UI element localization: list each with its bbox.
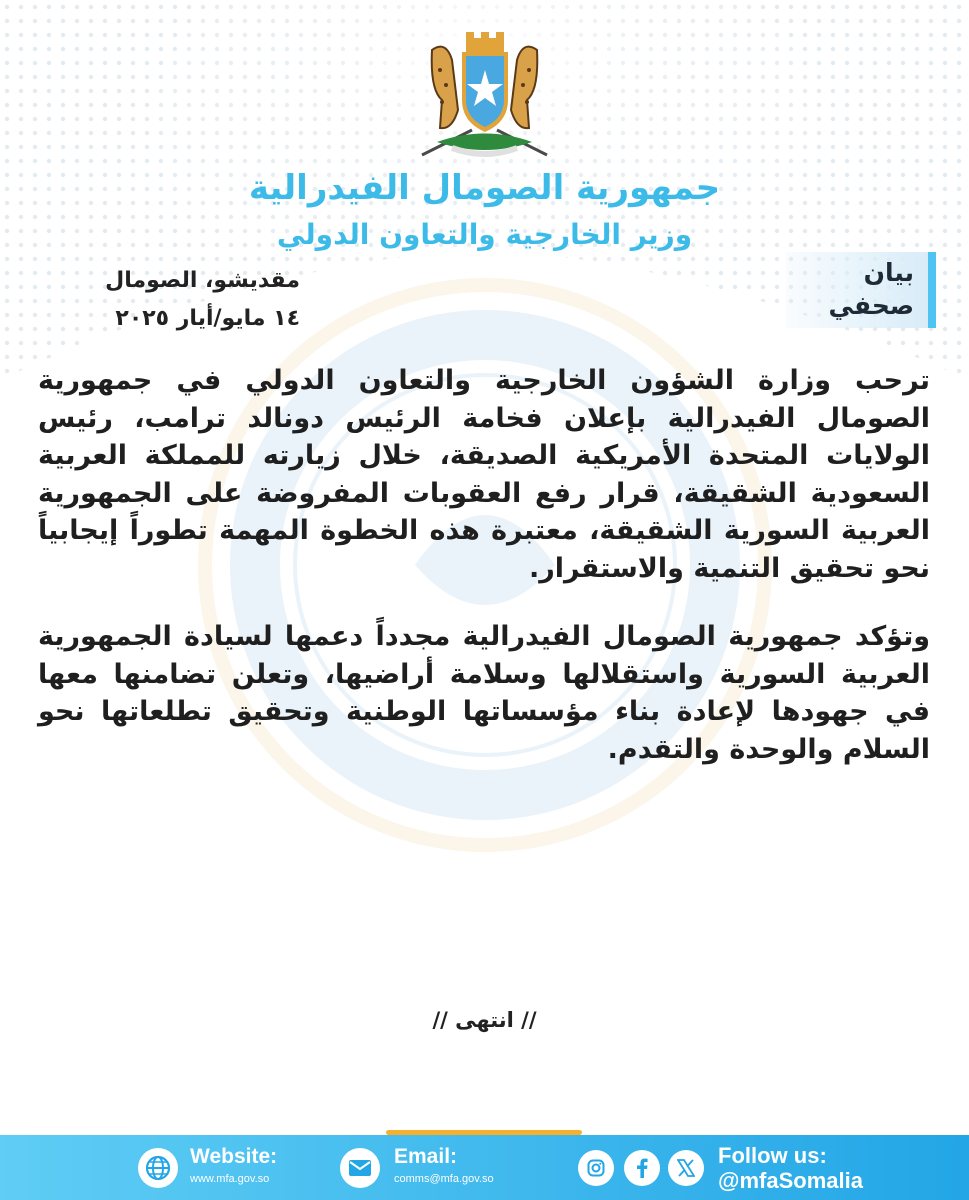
statement-line-2: صحفي <box>828 291 914 320</box>
dateline-place: مقديشو، الصومال <box>105 268 300 293</box>
website-label: Website: <box>190 1145 278 1168</box>
dateline <box>40 262 300 338</box>
email-value[interactable]: comms@mfa.gov.so <box>394 1173 494 1185</box>
instagram-icon[interactable] <box>578 1150 614 1186</box>
statement-line-1: بيان <box>863 258 914 287</box>
end-mark: // انتهى // <box>432 1008 537 1032</box>
mail-icon <box>340 1148 380 1188</box>
footer-website[interactable] <box>138 1135 288 1200</box>
header-subtitle: وزير الخارجية والتعاون الدولي <box>276 218 693 251</box>
x-icon[interactable] <box>668 1150 704 1186</box>
body-paragraph-2: وتؤكد جمهورية الصومال الفيدرالية مجدداً دعمها لسيادة الجمهورية العربية السورية واستقلالها وسلامة أراضيها، وتعلن تضامنها معها في جهودها لإعادة بناء مؤسساتها الوطنية وتحقيق تطلعاتها نحو السلام والوحدة والتقدم. <box>38 621 930 765</box>
facebook-icon[interactable] <box>624 1150 660 1186</box>
follow-handle[interactable]: @mfaSomalia <box>718 1168 863 1193</box>
follow-label: Follow us: <box>718 1143 827 1168</box>
dateline-date: ١٤ مايو/أيار ٢٠٢٥ <box>115 306 300 331</box>
globe-icon <box>138 1148 178 1188</box>
press-statement-label <box>786 252 936 328</box>
somalia-coat-of-arms <box>412 30 557 165</box>
header-title: جمهورية الصومال الفيدرالية <box>248 168 721 208</box>
website-value[interactable]: www.mfa.gov.so <box>190 1173 270 1185</box>
body-paragraph-1: ترحب وزارة الشؤون الخارجية والتعاون الدولي في جمهورية الصومال الفيدرالية بإعلان فخامة الرئيس دونالد ترامب، رئيس الولايات المتحدة الأمريكية الصديقة، خلال زيارته للمملكة العربية السعودية الشقيقة، قرار رفع العقوبات المفروضة على الجمهورية العربية السورية الشقيقة، معتبرة هذه الخطوة المهمة تطوراً إيجابياً نحو تحقيق التنمية والاستقرار. <box>38 365 930 584</box>
footer-bar <box>0 1135 969 1200</box>
email-label: Email: <box>394 1145 458 1168</box>
footer-email[interactable] <box>340 1135 520 1200</box>
